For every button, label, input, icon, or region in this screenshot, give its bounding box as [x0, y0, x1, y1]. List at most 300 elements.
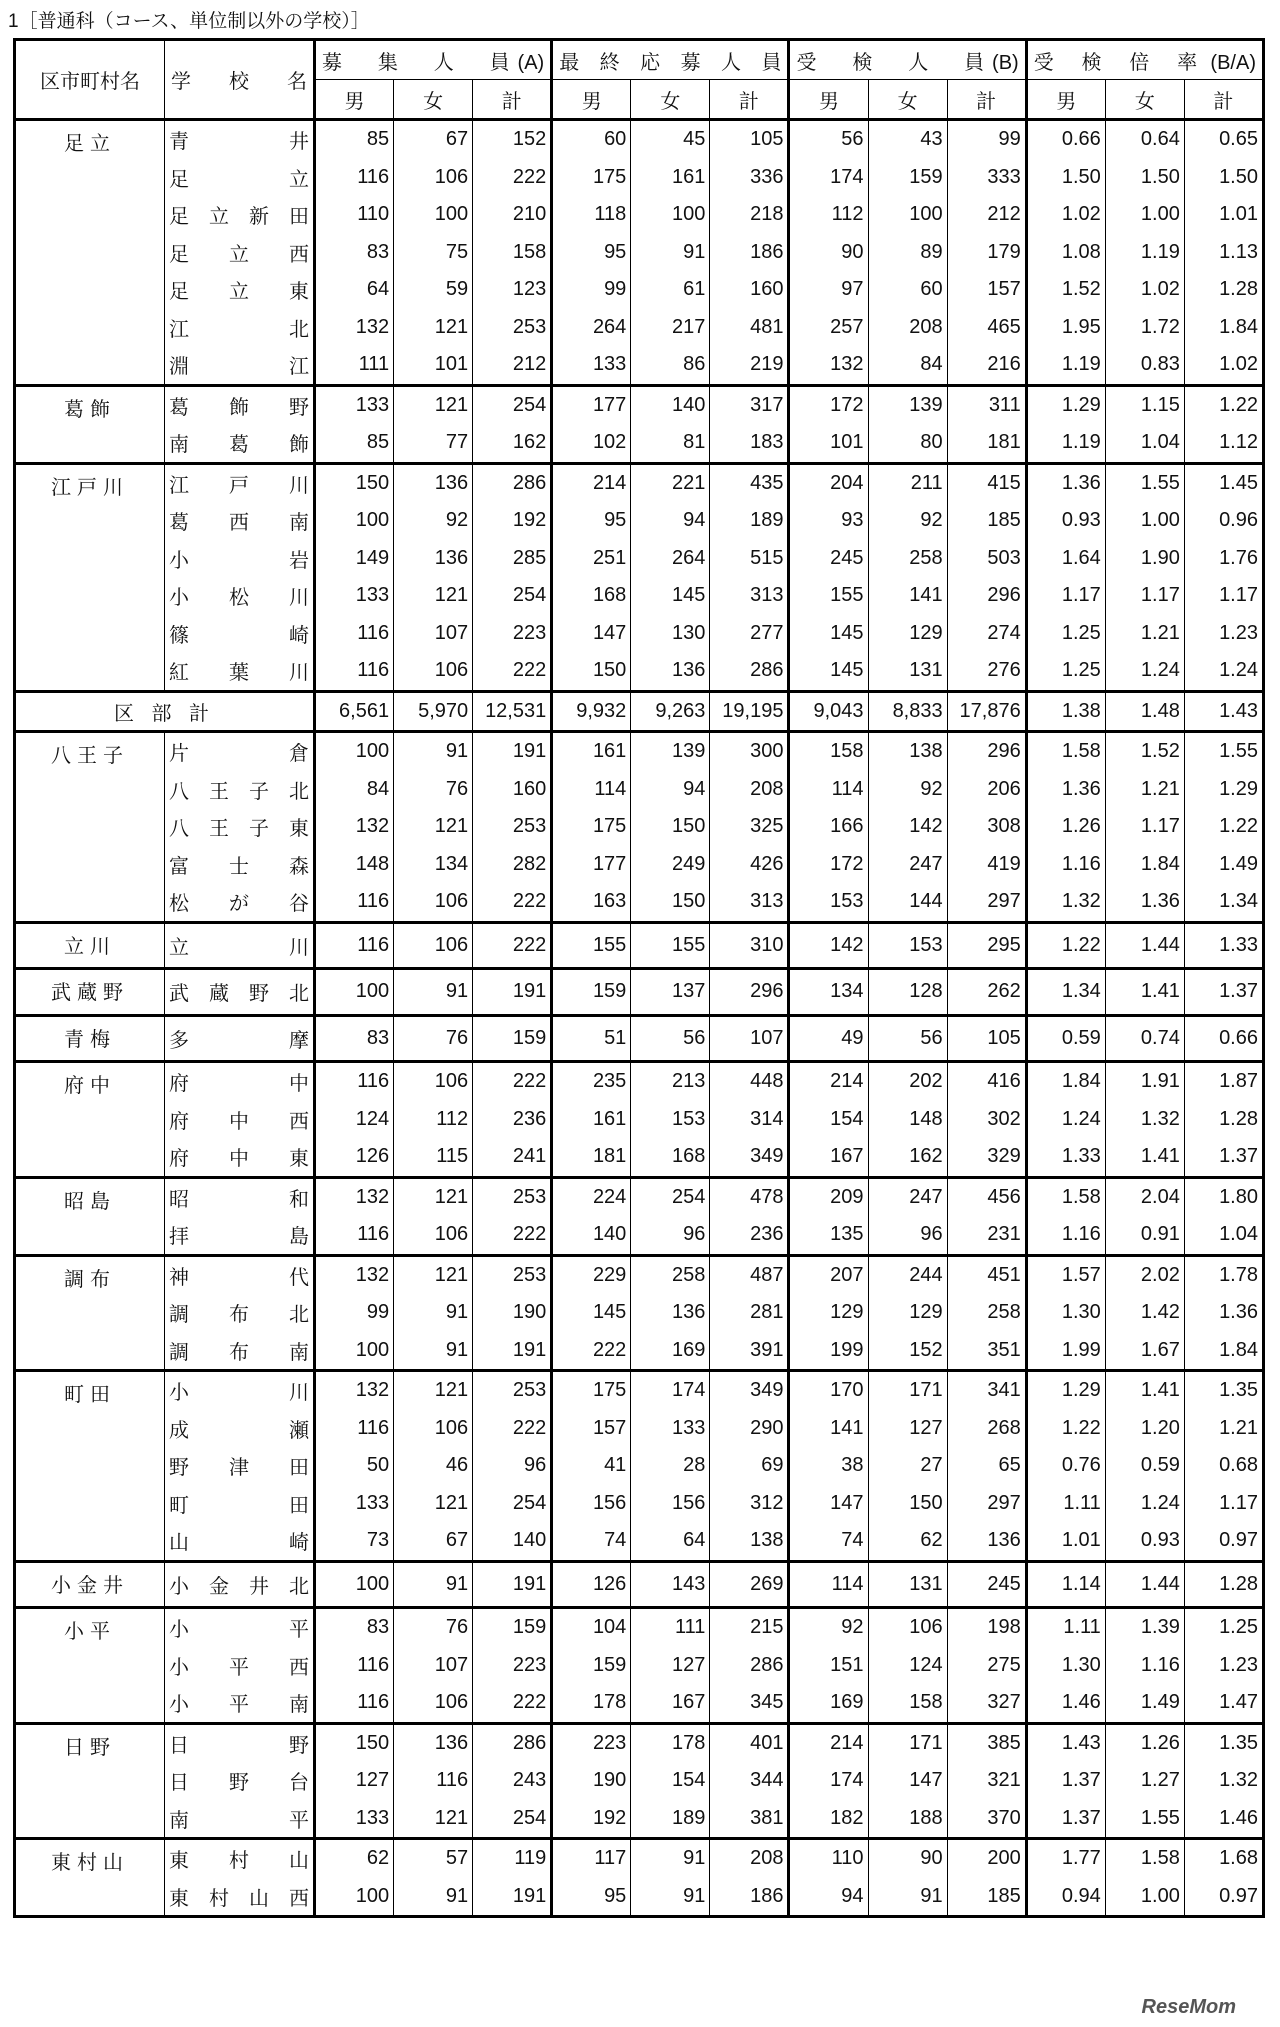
data-cell: 159	[473, 1608, 552, 1647]
data-cell: 94	[631, 771, 710, 809]
table-row	[15, 771, 1264, 809]
data-cell: 112	[789, 196, 868, 234]
data-cell: 157	[947, 271, 1026, 309]
data-cell: 300	[710, 732, 789, 771]
data-cell: 269	[710, 1561, 789, 1608]
data-cell: 221	[631, 463, 710, 502]
data-cell: 1.33	[1184, 922, 1263, 969]
data-cell: 189	[631, 1800, 710, 1839]
subtotal-cell: 1.43	[1184, 691, 1263, 732]
data-cell: 51	[552, 1015, 631, 1062]
data-cell: 132	[789, 346, 868, 385]
data-cell: 1.28	[1184, 1101, 1263, 1139]
table-row	[15, 1410, 1264, 1448]
data-cell: 268	[947, 1410, 1026, 1448]
data-cell: 191	[473, 969, 552, 1016]
data-cell: 1.58	[1026, 732, 1105, 771]
data-cell: 327	[947, 1684, 1026, 1723]
data-cell: 317	[710, 385, 789, 424]
data-cell: 295	[947, 922, 1026, 969]
data-cell: 426	[710, 846, 789, 884]
data-cell: 253	[473, 1255, 552, 1294]
data-cell: 100	[631, 196, 710, 234]
data-cell: 1.13	[1184, 234, 1263, 272]
subheader-female: 女	[1105, 80, 1184, 120]
area-name: 調布	[15, 1255, 165, 1371]
data-cell: 160	[473, 771, 552, 809]
data-cell: 64	[315, 271, 394, 309]
data-cell: 333	[947, 159, 1026, 197]
data-cell: 0.66	[1184, 1015, 1263, 1062]
data-cell: 91	[394, 1878, 473, 1917]
data-cell: 129	[868, 1294, 947, 1332]
data-cell: 0.97	[1184, 1878, 1263, 1917]
data-cell: 177	[552, 385, 631, 424]
data-cell: 132	[315, 1255, 394, 1294]
data-cell: 80	[868, 424, 947, 463]
school-name: 紅葉川	[165, 652, 315, 691]
data-cell: 297	[947, 883, 1026, 922]
data-cell: 186	[710, 1878, 789, 1917]
data-cell: 1.00	[1105, 502, 1184, 540]
data-cell: 115	[394, 1138, 473, 1177]
school-name: 小川	[165, 1371, 315, 1410]
data-cell: 0.66	[1026, 120, 1105, 159]
data-cell: 133	[315, 1800, 394, 1839]
data-cell: 174	[789, 159, 868, 197]
school-name: 東村山	[165, 1839, 315, 1878]
data-cell: 56	[789, 120, 868, 159]
data-cell: 159	[473, 1015, 552, 1062]
data-cell: 1.35	[1184, 1371, 1263, 1410]
table-row	[15, 1294, 1264, 1332]
data-cell: 325	[710, 808, 789, 846]
data-cell: 152	[868, 1332, 947, 1371]
data-cell: 1.58	[1026, 1177, 1105, 1216]
data-cell: 136	[394, 1723, 473, 1762]
data-cell: 222	[473, 922, 552, 969]
data-cell: 207	[789, 1255, 868, 1294]
data-cell: 1.78	[1184, 1255, 1263, 1294]
data-cell: 1.29	[1026, 385, 1105, 424]
data-cell: 127	[315, 1762, 394, 1800]
data-cell: 90	[868, 1839, 947, 1878]
data-cell: 150	[315, 1723, 394, 1762]
data-cell: 60	[552, 120, 631, 159]
school-name: 日野台	[165, 1762, 315, 1800]
data-cell: 1.84	[1184, 309, 1263, 347]
data-cell: 1.25	[1184, 1608, 1263, 1647]
data-cell: 1.34	[1184, 883, 1263, 922]
data-cell: 116	[315, 883, 394, 922]
data-cell: 245	[947, 1561, 1026, 1608]
school-name: 野津田	[165, 1447, 315, 1485]
data-cell: 1.64	[1026, 540, 1105, 578]
table-row	[15, 732, 1264, 771]
subheader-female: 女	[394, 80, 473, 120]
data-cell: 465	[947, 309, 1026, 347]
data-cell: 100	[315, 502, 394, 540]
data-cell: 1.34	[1026, 969, 1105, 1016]
school-name: 多摩	[165, 1015, 315, 1062]
data-cell: 314	[710, 1101, 789, 1139]
data-cell: 257	[789, 309, 868, 347]
data-cell: 59	[394, 271, 473, 309]
subheader-male: 男	[789, 80, 868, 120]
data-cell: 222	[473, 1062, 552, 1101]
data-cell: 212	[947, 196, 1026, 234]
data-cell: 262	[947, 969, 1026, 1016]
data-cell: 245	[789, 540, 868, 578]
data-cell: 1.30	[1026, 1647, 1105, 1685]
data-cell: 128	[868, 969, 947, 1016]
data-cell: 0.94	[1026, 1878, 1105, 1917]
data-cell: 1.25	[1026, 615, 1105, 653]
data-cell: 214	[789, 1723, 868, 1762]
data-cell: 27	[868, 1447, 947, 1485]
school-name: 小岩	[165, 540, 315, 578]
data-cell: 65	[947, 1447, 1026, 1485]
data-cell: 297	[947, 1485, 1026, 1523]
data-cell: 336	[710, 159, 789, 197]
data-cell: 93	[789, 502, 868, 540]
data-cell: 235	[552, 1062, 631, 1101]
data-cell: 158	[789, 732, 868, 771]
data-cell: 92	[868, 771, 947, 809]
data-cell: 222	[473, 883, 552, 922]
table-row	[15, 1561, 1264, 1608]
data-cell: 1.39	[1105, 1608, 1184, 1647]
data-cell: 1.68	[1184, 1839, 1263, 1878]
data-cell: 149	[315, 540, 394, 578]
data-cell: 116	[315, 1647, 394, 1685]
data-cell: 1.22	[1184, 808, 1263, 846]
data-cell: 1.37	[1184, 1138, 1263, 1177]
subtotal-cell: 17,876	[947, 691, 1026, 732]
subheader-male: 男	[315, 80, 394, 120]
data-cell: 1.02	[1026, 196, 1105, 234]
data-cell: 381	[710, 1800, 789, 1839]
table-row	[15, 1800, 1264, 1839]
data-cell: 1.26	[1026, 808, 1105, 846]
data-cell: 168	[552, 577, 631, 615]
data-cell: 212	[473, 346, 552, 385]
data-cell: 1.11	[1026, 1485, 1105, 1523]
data-cell: 254	[473, 1485, 552, 1523]
data-cell: 116	[315, 1216, 394, 1255]
data-cell: 0.64	[1105, 120, 1184, 159]
subheader-total: 計	[947, 80, 1026, 120]
data-cell: 290	[710, 1410, 789, 1448]
data-cell: 69	[710, 1447, 789, 1485]
subheader-total: 計	[710, 80, 789, 120]
table-row	[15, 1447, 1264, 1485]
data-cell: 116	[394, 1762, 473, 1800]
data-cell: 132	[315, 1371, 394, 1410]
data-cell: 148	[868, 1101, 947, 1139]
data-cell: 141	[789, 1410, 868, 1448]
data-cell: 218	[710, 196, 789, 234]
data-cell: 99	[947, 120, 1026, 159]
data-cell: 129	[789, 1294, 868, 1332]
data-cell: 76	[394, 1608, 473, 1647]
data-cell: 96	[473, 1447, 552, 1485]
data-cell: 74	[789, 1522, 868, 1561]
data-cell: 85	[315, 424, 394, 463]
data-cell: 131	[868, 1561, 947, 1608]
data-cell: 1.36	[1026, 463, 1105, 502]
table-row	[15, 1522, 1264, 1561]
data-cell: 76	[394, 771, 473, 809]
data-cell: 133	[315, 1485, 394, 1523]
data-cell: 1.19	[1105, 234, 1184, 272]
data-cell: 100	[315, 1878, 394, 1917]
data-cell: 478	[710, 1177, 789, 1216]
area-name: 日野	[15, 1723, 165, 1839]
data-cell: 1.44	[1105, 1561, 1184, 1608]
data-cell: 312	[710, 1485, 789, 1523]
area-name: 東村山	[15, 1839, 165, 1917]
data-cell: 296	[947, 732, 1026, 771]
data-cell: 0.59	[1105, 1447, 1184, 1485]
data-cell: 0.91	[1105, 1216, 1184, 1255]
data-cell: 107	[710, 1015, 789, 1062]
subtotal-row	[15, 691, 1264, 732]
data-cell: 1.11	[1026, 1608, 1105, 1647]
data-cell: 61	[631, 271, 710, 309]
school-name: 八王子北	[165, 771, 315, 809]
subheader-female: 女	[868, 80, 947, 120]
data-cell: 133	[315, 385, 394, 424]
subtotal-cell: 9,932	[552, 691, 631, 732]
data-cell: 116	[315, 615, 394, 653]
data-cell: 106	[394, 159, 473, 197]
data-cell: 84	[868, 346, 947, 385]
school-name: 立川	[165, 922, 315, 969]
data-cell: 96	[631, 1216, 710, 1255]
data-cell: 1.50	[1026, 159, 1105, 197]
data-cell: 91	[394, 1561, 473, 1608]
table-row	[15, 1332, 1264, 1371]
data-cell: 236	[473, 1101, 552, 1139]
data-cell: 83	[315, 1608, 394, 1647]
data-cell: 181	[552, 1138, 631, 1177]
area-name: 小平	[15, 1608, 165, 1724]
data-cell: 129	[868, 615, 947, 653]
data-cell: 1.02	[1184, 346, 1263, 385]
data-cell: 150	[631, 883, 710, 922]
data-cell: 345	[710, 1684, 789, 1723]
data-cell: 1.35	[1184, 1723, 1263, 1762]
admissions-table	[13, 38, 1265, 1918]
area-name: 八王子	[15, 732, 165, 923]
data-cell: 76	[394, 1015, 473, 1062]
data-cell: 116	[315, 1684, 394, 1723]
data-cell: 285	[473, 540, 552, 578]
data-cell: 123	[473, 271, 552, 309]
school-name: 府中東	[165, 1138, 315, 1177]
data-cell: 116	[315, 1062, 394, 1101]
data-cell: 1.37	[1026, 1800, 1105, 1839]
data-cell: 105	[710, 120, 789, 159]
school-name: 南葛飾	[165, 424, 315, 463]
data-cell: 162	[868, 1138, 947, 1177]
data-cell: 2.04	[1105, 1177, 1184, 1216]
data-cell: 1.08	[1026, 234, 1105, 272]
data-cell: 1.16	[1105, 1647, 1184, 1685]
data-cell: 50	[315, 1447, 394, 1485]
data-cell: 1.04	[1105, 424, 1184, 463]
data-cell: 145	[631, 577, 710, 615]
data-cell: 104	[552, 1608, 631, 1647]
data-cell: 116	[315, 652, 394, 691]
data-cell: 1.12	[1184, 424, 1263, 463]
data-cell: 150	[868, 1485, 947, 1523]
data-cell: 106	[394, 1410, 473, 1448]
subtotal-cell: 6,561	[315, 691, 394, 732]
data-cell: 0.93	[1105, 1522, 1184, 1561]
data-cell: 281	[710, 1294, 789, 1332]
data-cell: 1.24	[1105, 1485, 1184, 1523]
data-cell: 286	[710, 652, 789, 691]
data-cell: 253	[473, 1177, 552, 1216]
data-cell: 1.22	[1026, 1410, 1105, 1448]
data-cell: 487	[710, 1255, 789, 1294]
data-cell: 137	[631, 969, 710, 1016]
data-cell: 62	[315, 1839, 394, 1878]
data-cell: 150	[315, 463, 394, 502]
data-cell: 127	[868, 1410, 947, 1448]
data-cell: 1.24	[1105, 652, 1184, 691]
data-cell: 91	[631, 234, 710, 272]
data-cell: 83	[315, 1015, 394, 1062]
data-cell: 106	[868, 1608, 947, 1647]
data-cell: 106	[394, 1684, 473, 1723]
data-cell: 121	[394, 1177, 473, 1216]
data-cell: 243	[473, 1762, 552, 1800]
school-name: 神代	[165, 1255, 315, 1294]
data-cell: 223	[473, 615, 552, 653]
data-cell: 216	[947, 346, 1026, 385]
data-cell: 1.20	[1105, 1410, 1184, 1448]
data-cell: 351	[947, 1332, 1026, 1371]
table-row	[15, 1101, 1264, 1139]
data-cell: 274	[947, 615, 1026, 653]
data-cell: 515	[710, 540, 789, 578]
data-cell: 101	[789, 424, 868, 463]
data-cell: 156	[631, 1485, 710, 1523]
data-cell: 199	[789, 1332, 868, 1371]
table-row	[15, 969, 1264, 1016]
subtotal-cell: 1.38	[1026, 691, 1105, 732]
data-cell: 321	[947, 1762, 1026, 1800]
data-cell: 1.50	[1105, 159, 1184, 197]
data-cell: 1.77	[1026, 1839, 1105, 1878]
data-cell: 121	[394, 1255, 473, 1294]
table-row	[15, 463, 1264, 502]
data-cell: 132	[315, 309, 394, 347]
school-name: 青井	[165, 120, 315, 159]
data-cell: 77	[394, 424, 473, 463]
area-name: 小金井	[15, 1561, 165, 1608]
school-name: 武蔵野北	[165, 969, 315, 1016]
data-cell: 370	[947, 1800, 1026, 1839]
data-cell: 163	[552, 883, 631, 922]
data-cell: 118	[552, 196, 631, 234]
data-cell: 1.72	[1105, 309, 1184, 347]
data-cell: 73	[315, 1522, 394, 1561]
data-cell: 1.15	[1105, 385, 1184, 424]
data-cell: 249	[631, 846, 710, 884]
data-cell: 1.26	[1105, 1723, 1184, 1762]
data-cell: 121	[394, 385, 473, 424]
data-cell: 114	[789, 1561, 868, 1608]
school-name: 東村山西	[165, 1878, 315, 1917]
data-cell: 0.83	[1105, 346, 1184, 385]
data-cell: 1.00	[1105, 196, 1184, 234]
data-cell: 143	[631, 1561, 710, 1608]
resemom-logo: ReseMom	[1141, 1996, 1236, 2018]
data-cell: 222	[473, 1410, 552, 1448]
data-cell: 1.22	[1026, 922, 1105, 969]
data-cell: 97	[789, 271, 868, 309]
data-cell: 140	[552, 1216, 631, 1255]
data-cell: 1.14	[1026, 1561, 1105, 1608]
data-cell: 159	[868, 159, 947, 197]
data-cell: 2.02	[1105, 1255, 1184, 1294]
data-cell: 1.21	[1105, 771, 1184, 809]
data-cell: 153	[789, 883, 868, 922]
school-name: 小平	[165, 1608, 315, 1647]
data-cell: 91	[394, 969, 473, 1016]
data-cell: 276	[947, 652, 1026, 691]
data-cell: 174	[631, 1371, 710, 1410]
data-cell: 254	[473, 385, 552, 424]
data-cell: 145	[789, 615, 868, 653]
data-cell: 1.84	[1105, 846, 1184, 884]
data-cell: 308	[947, 808, 1026, 846]
data-cell: 191	[473, 1878, 552, 1917]
header-capacity: 募 集 人 員(A)	[315, 40, 552, 80]
subheader-total: 計	[473, 80, 552, 120]
data-cell: 106	[394, 1062, 473, 1101]
data-cell: 1.23	[1184, 1647, 1263, 1685]
school-name: 篠崎	[165, 615, 315, 653]
data-cell: 1.04	[1184, 1216, 1263, 1255]
data-cell: 223	[552, 1723, 631, 1762]
data-cell: 349	[710, 1371, 789, 1410]
data-cell: 311	[947, 385, 1026, 424]
area-name: 府中	[15, 1062, 165, 1178]
subtotal-cell: 1.48	[1105, 691, 1184, 732]
data-cell: 152	[473, 120, 552, 159]
data-cell: 198	[947, 1608, 1026, 1647]
data-cell: 183	[710, 424, 789, 463]
subtotal-cell: 9,263	[631, 691, 710, 732]
data-cell: 277	[710, 615, 789, 653]
table-row	[15, 271, 1264, 309]
table-row	[15, 120, 1264, 159]
table-row	[15, 346, 1264, 385]
data-cell: 1.46	[1184, 1800, 1263, 1839]
data-cell: 67	[394, 120, 473, 159]
data-cell: 1.01	[1026, 1522, 1105, 1561]
data-cell: 275	[947, 1647, 1026, 1685]
data-cell: 254	[473, 1800, 552, 1839]
table-row	[15, 1371, 1264, 1410]
data-cell: 150	[631, 808, 710, 846]
data-cell: 121	[394, 577, 473, 615]
